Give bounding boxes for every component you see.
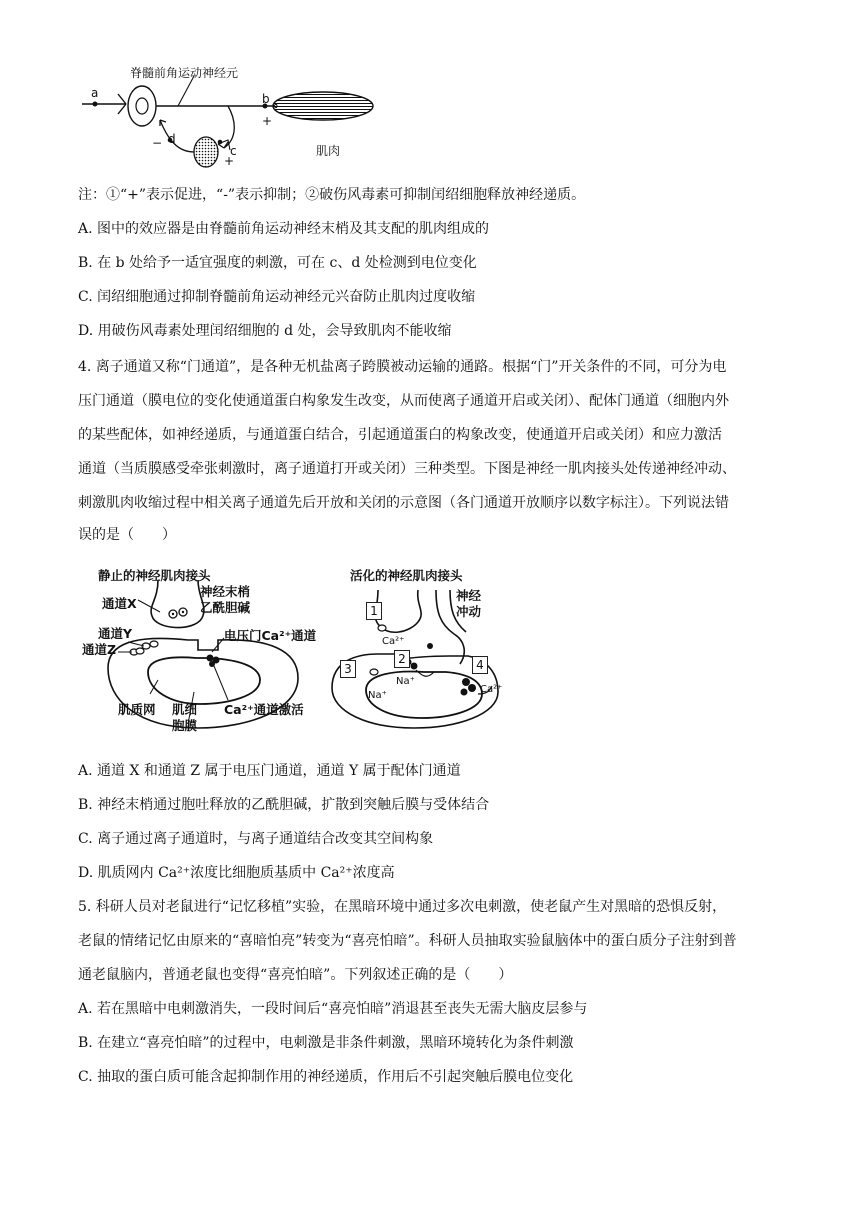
fig2-step-3: 3 — [340, 660, 356, 678]
q3-option-a: A. 图中的效应器是由脊髓前角运动神经末梢及其支配的肌肉组成的 — [78, 221, 490, 237]
label-d: d — [168, 132, 176, 146]
fig2-vg-ca-channel: 电压门Ca²⁺通道 — [224, 628, 317, 643]
q5-option-c: C. 抽取的蛋白质可能含起抑制作用的神经递质，作用后不引起突触后膜电位变化 — [78, 1069, 574, 1085]
label-b-plus: + — [262, 114, 273, 128]
figure-1-reflex-diagram — [78, 60, 398, 170]
label-d-minus: − — [152, 136, 163, 150]
fig2-sarcolemma-2: 胞膜 — [172, 718, 198, 733]
label-c: c — [230, 144, 237, 158]
q4-stem-line: 误的是（ ） — [78, 527, 176, 543]
fig2-step-2: 2 — [394, 650, 410, 668]
fig2-nerve-ending: 神经末梢 — [200, 584, 251, 599]
fig2-ca-top: Ca²⁺ — [382, 636, 405, 647]
fig2-ca-right: Ca²⁺ — [480, 684, 503, 695]
q3-option-d: D. 用破伤风毒素处理闰绍细胞的 d 处，会导致肌肉不能收缩 — [78, 323, 452, 339]
q5-option-b: B. 在建立“喜亮怕暗”的过程中，电刺激是非条件刺激，黑暗环境转化为条件刺激 — [78, 1035, 574, 1051]
fig2-step-1: 1 — [366, 602, 382, 620]
q4-option-c: C. 离子通过离子通道时，与离子通道结合改变其空间构象 — [78, 831, 434, 847]
q4-stem-line: 4. 离子通道又称“门通道”，是各种无机盐离子跨膜被动运输的通路。根据“门”开关条件的不同，可分为电 — [78, 359, 727, 375]
fig2-sr: 肌质网 — [118, 702, 156, 717]
fig2-ach: 乙酰胆碱 — [200, 600, 251, 615]
figure-1-title: 脊髓前角运动神经元 — [130, 66, 239, 80]
q4-stem-line: 刺激肌肉收缩过程中相关离子通道先后开放和关闭的示意图（各门通道开放顺序以数字标注）。下列说法错 — [78, 495, 729, 511]
q4-option-d: D. 肌质网内 Ca²⁺浓度比细胞质基质中 Ca²⁺浓度高 — [78, 865, 395, 881]
fig2-step-4: 4 — [472, 656, 488, 674]
figure-2-nmj-diagram — [78, 560, 518, 750]
q4-stem-line: 的某些配体，如神经递质，与通道蛋白结合，引起通道蛋白的构象改变，使通道开启或关闭）和应力激活 — [78, 427, 722, 443]
muscle-label: 肌肉 — [316, 144, 341, 158]
q4-option-a: A. 通道 X 和通道 Z 属于电压门通道，通道 Y 属于配体门通道 — [78, 763, 461, 779]
q4-option-b: B. 神经末梢通过胞吐释放的乙酰胆碱，扩散到突触后膜与受体结合 — [78, 797, 490, 813]
q5-option-a: A. 若在黑暗中电刺激消失，一段时间后“喜亮怕暗”消退甚至丧失无需大脑皮层参与 — [78, 1001, 588, 1017]
q3-option-c: C. 闰绍细胞通过抑制脊髓前角运动神经元兴奋防止肌肉过度收缩 — [78, 289, 476, 305]
fig2-nerve-impulse-2: 冲动 — [456, 604, 482, 619]
q4-stem-line: 通道（当质膜感受牵张刺激时，离子通道打开或关闭）三种类型。下图是神经一肌肉接头处传递神经冲动、 — [78, 461, 736, 477]
q5-stem-line: 通老鼠脑内，普通老鼠也变得“喜亮怕暗”。下列叙述正确的是（ ） — [78, 967, 513, 983]
fig2-na-mid: Na⁺ — [396, 676, 415, 687]
fig2-right-title: 活化的神经肌肉接头 — [350, 568, 463, 583]
figure-1-note: 注：①“+”表示促进，“-”表示抑制；②破伤风毒素可抑制闰绍细胞释放神经递质。 — [78, 187, 586, 203]
fig2-channel-x: 通道X — [102, 596, 137, 611]
q3-option-b: B. 在 b 处给予一适宜强度的刺激，可在 c、d 处检测到电位变化 — [78, 255, 477, 271]
fig2-channel-z: 通道Z — [82, 642, 117, 657]
fig2-left-title: 静止的神经肌肉接头 — [98, 568, 211, 583]
fig2-na-left: Na⁺ — [368, 690, 387, 701]
fig2-sarcolemma-1: 肌细 — [172, 702, 198, 717]
fig2-nerve-impulse-1: 神经 — [456, 588, 482, 603]
figure-2-drawing — [78, 560, 518, 750]
q5-stem-line: 5. 科研人员对老鼠进行“记忆移植”实验，在黑暗环境中通过多次电刺激，使老鼠产生对黑暗的恐惧反射， — [78, 899, 727, 915]
fig2-ca-activated: Ca²⁺通道激活 — [224, 702, 304, 717]
label-b: b — [262, 92, 270, 106]
q4-stem-line: 压门通道（膜电位的变化使通道蛋白构象发生改变，从而使离子通道开启或关闭）、配体门通道（细胞内外 — [78, 393, 729, 409]
label-a: a — [91, 86, 99, 100]
fig2-channel-y: 通道Y — [98, 626, 133, 641]
q5-stem-line: 老鼠的情绪记忆由原来的“喜暗怕亮”转变为“喜亮怕暗”。科研人员抽取实验鼠脑体中的蛋白质分子注射到普 — [78, 933, 737, 949]
label-c-plus: + — [224, 154, 235, 168]
